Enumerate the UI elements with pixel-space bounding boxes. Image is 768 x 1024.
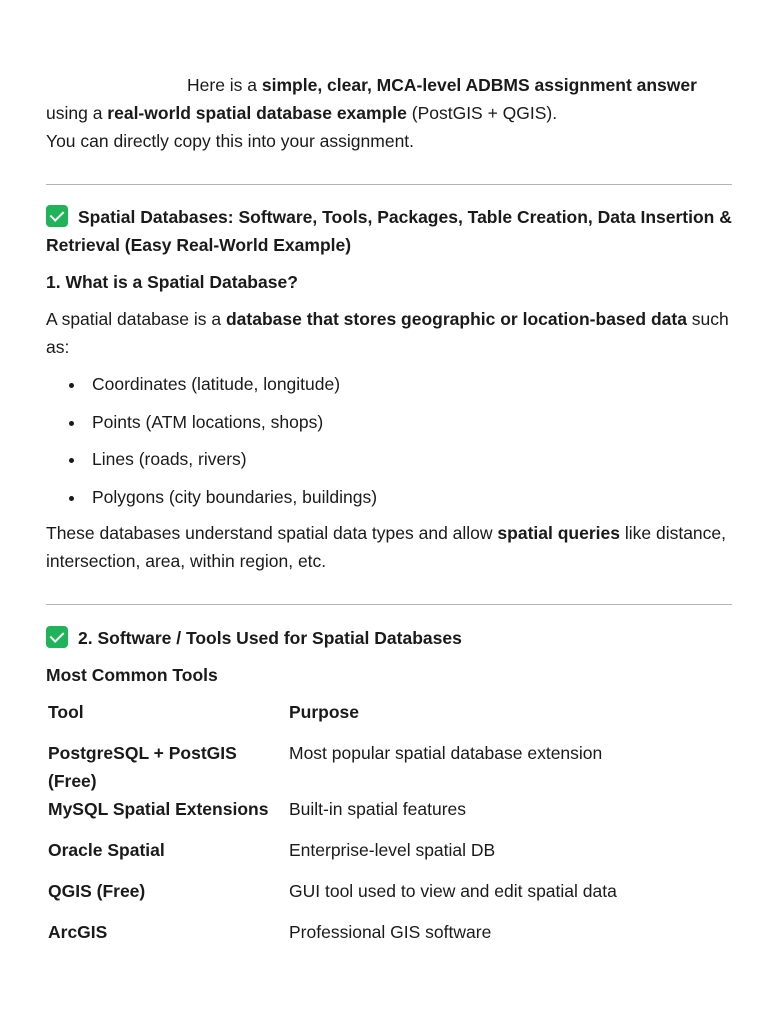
- tool-cell: ArcGIS: [48, 922, 108, 942]
- intro-line-3: You can directly copy this into your assignment.: [46, 131, 415, 151]
- section-1-paragraph: [46, 305, 732, 361]
- divider: [46, 184, 732, 185]
- purpose-cell: Most popular spatial database extension: [289, 743, 603, 763]
- list-item: Points (ATM locations, shops): [46, 408, 377, 446]
- check-mark-icon: [46, 626, 68, 648]
- purpose-cell: Professional GIS software: [289, 922, 492, 942]
- intro-line-2-tail: (PostGIS + QGIS).: [406, 103, 558, 123]
- table-header-row: [46, 698, 617, 739]
- section-2-heading: Most Common Tools: [46, 665, 218, 685]
- column-header-tool: Tool: [48, 702, 84, 722]
- intro-line-2-text: using a: [46, 103, 108, 123]
- table-row: [46, 836, 617, 877]
- check-mark-icon: [46, 205, 68, 227]
- tool-cell: PostgreSQL + PostGIS (Free): [48, 743, 237, 791]
- intro-line-2: [46, 99, 732, 127]
- section-1-title-text: Spatial Databases: Software, Tools, Packages, Table Creation, Data Insertion & Retrieval (Easy Real-World Example): [46, 207, 732, 255]
- paragraph-text: These databases understand spatial data types and allow: [46, 523, 498, 543]
- intro-line-1: [46, 71, 732, 99]
- tool-cell: Oracle Spatial: [48, 840, 165, 860]
- paragraph-tail: such as:: [46, 309, 729, 357]
- paragraph-bold: spatial queries: [497, 523, 620, 543]
- tools-table: [46, 698, 617, 959]
- bullet-list: [46, 370, 377, 520]
- section-1-paragraph-2: [46, 519, 732, 575]
- paragraph-tail: like distance, intersection, area, within region, etc.: [46, 523, 727, 571]
- section-1-title: [46, 203, 732, 259]
- paragraph-text: A spatial database is a: [46, 309, 226, 329]
- intro-line-1-bold: simple, clear, MCA-level ADBMS assignment answer: [261, 75, 697, 95]
- divider: [46, 604, 732, 605]
- intro-line-1-text: Here is a: [187, 75, 262, 95]
- purpose-cell: Enterprise-level spatial DB: [289, 840, 496, 860]
- purpose-cell: GUI tool used to view and edit spatial data: [289, 881, 617, 901]
- table-row: [46, 795, 617, 836]
- table-row: [46, 877, 617, 918]
- table-row: [46, 918, 617, 959]
- purpose-cell: Built-in spatial features: [289, 799, 467, 819]
- list-item: Polygons (city boundaries, buildings): [46, 483, 377, 521]
- list-item: Lines (roads, rivers): [46, 445, 377, 483]
- list-item: Coordinates (latitude, longitude): [46, 370, 377, 408]
- tool-cell: MySQL Spatial Extensions: [48, 799, 269, 819]
- intro-line-2-bold: real-world spatial database example: [107, 103, 407, 123]
- section-2-title-text: 2. Software / Tools Used for Spatial Databases: [78, 628, 462, 648]
- table-row: [46, 739, 617, 795]
- intro-paragraph: [46, 71, 732, 155]
- paragraph-bold: database that stores geographic or location-based data: [225, 309, 687, 329]
- section-1-heading: 1. What is a Spatial Database?: [46, 272, 298, 292]
- tool-cell: QGIS (Free): [48, 881, 146, 901]
- section-2-title: [46, 624, 732, 652]
- column-header-purpose: Purpose: [289, 702, 360, 722]
